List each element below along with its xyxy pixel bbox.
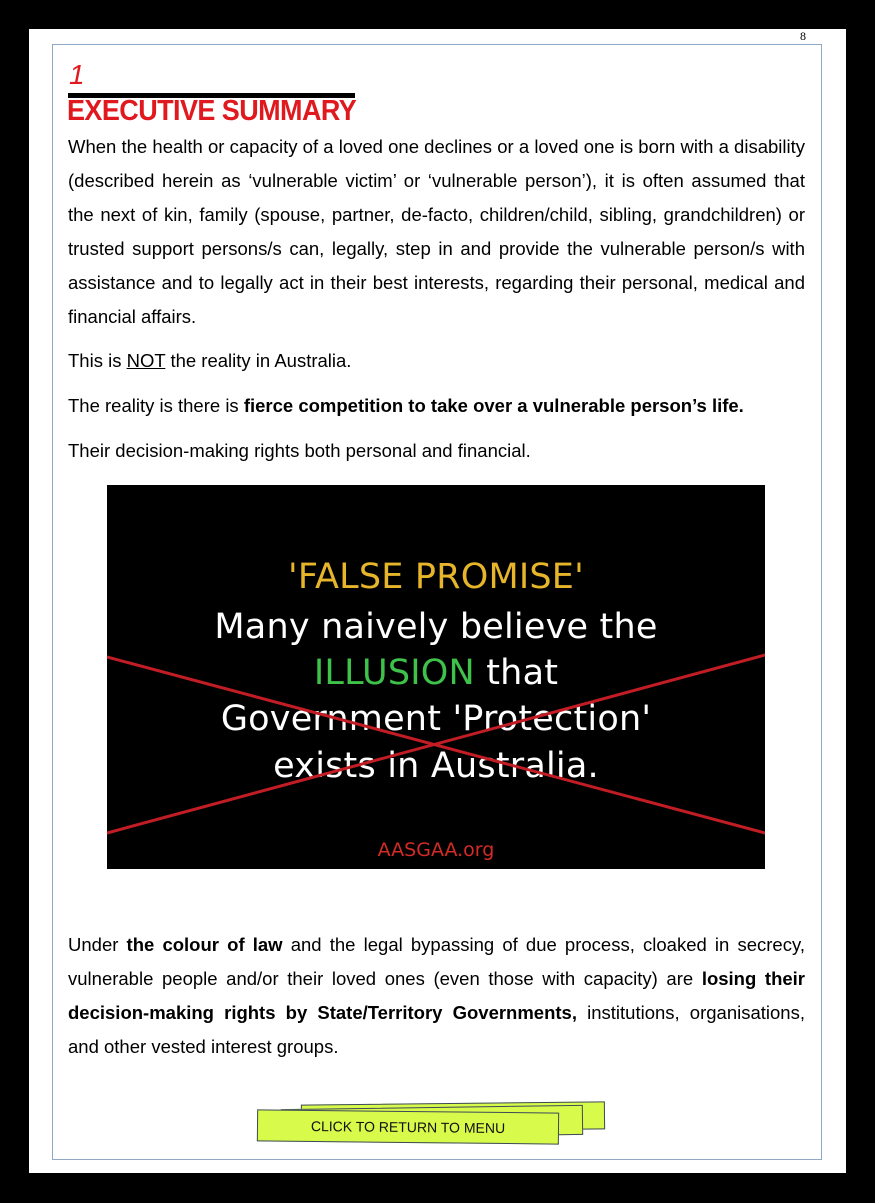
paragraph-reality xyxy=(68,389,805,423)
section-number: 1 xyxy=(69,59,85,90)
bold-losing-rights: losing their decision-making rights by State/Territory Governments, xyxy=(68,968,805,1023)
paragraph-intro: When the health or capacity of a loved one declines or a loved one is born with a disability (described herein as ‘vulnerable victim’ or ‘vulnerable person’), it is often assumed that the next of kin, family (spouse, partner, de-facto, children/child, sibling, grandchildren) or trusted support persons/s can, legally, step in and provide the vulnerable person/s with assistance and to legally act in their best interests, regarding their personal, medical and financial affairs. xyxy=(68,136,805,327)
banner-text-segment: that xyxy=(474,653,559,693)
text-segment: The reality is there is xyxy=(68,395,244,416)
banner-illusion-word: ILLUSION xyxy=(313,653,475,693)
red-cross-overlay xyxy=(107,485,765,869)
underlined-not: NOT xyxy=(126,350,166,371)
text-segment: This is xyxy=(68,350,127,371)
banner-brand: AASGAA.org xyxy=(377,839,495,861)
return-to-menu-button[interactable] xyxy=(257,1103,613,1149)
paragraph-colour-of-law xyxy=(68,928,805,1064)
paragraph-rights: Their decision-making rights both personal and financial. xyxy=(68,440,531,461)
text-segment: institutions, organisations, and other vested interest groups. xyxy=(68,1002,805,1057)
false-promise-banner xyxy=(107,485,765,869)
bold-competition: fierce competition to take over a vulnerable person’s life. xyxy=(243,395,744,416)
text-segment: Under xyxy=(68,934,127,955)
text-segment: and the legal bypassing of due process, cloaked in secrecy, vulnerable people and/or their loved ones (even those with capacity) are xyxy=(68,934,805,989)
banner-line: exists in Australia. xyxy=(273,746,599,786)
banner-line: Government 'Protection' xyxy=(220,699,652,739)
paragraph-not-reality xyxy=(68,344,805,378)
page-number: 8 xyxy=(800,29,806,43)
banner-line: Many naively believe the xyxy=(214,607,658,647)
return-to-menu-label: CLICK TO RETURN TO MENU xyxy=(310,1117,506,1137)
text-segment: the reality in Australia. xyxy=(165,350,352,371)
bold-colour-of-law: the colour of law xyxy=(126,934,283,955)
banner-headline: 'FALSE PROMISE' xyxy=(288,557,584,597)
section-title: EXECUTIVE SUMMARY xyxy=(67,95,357,127)
button-face[interactable] xyxy=(257,1109,559,1144)
document-page xyxy=(29,29,846,1173)
